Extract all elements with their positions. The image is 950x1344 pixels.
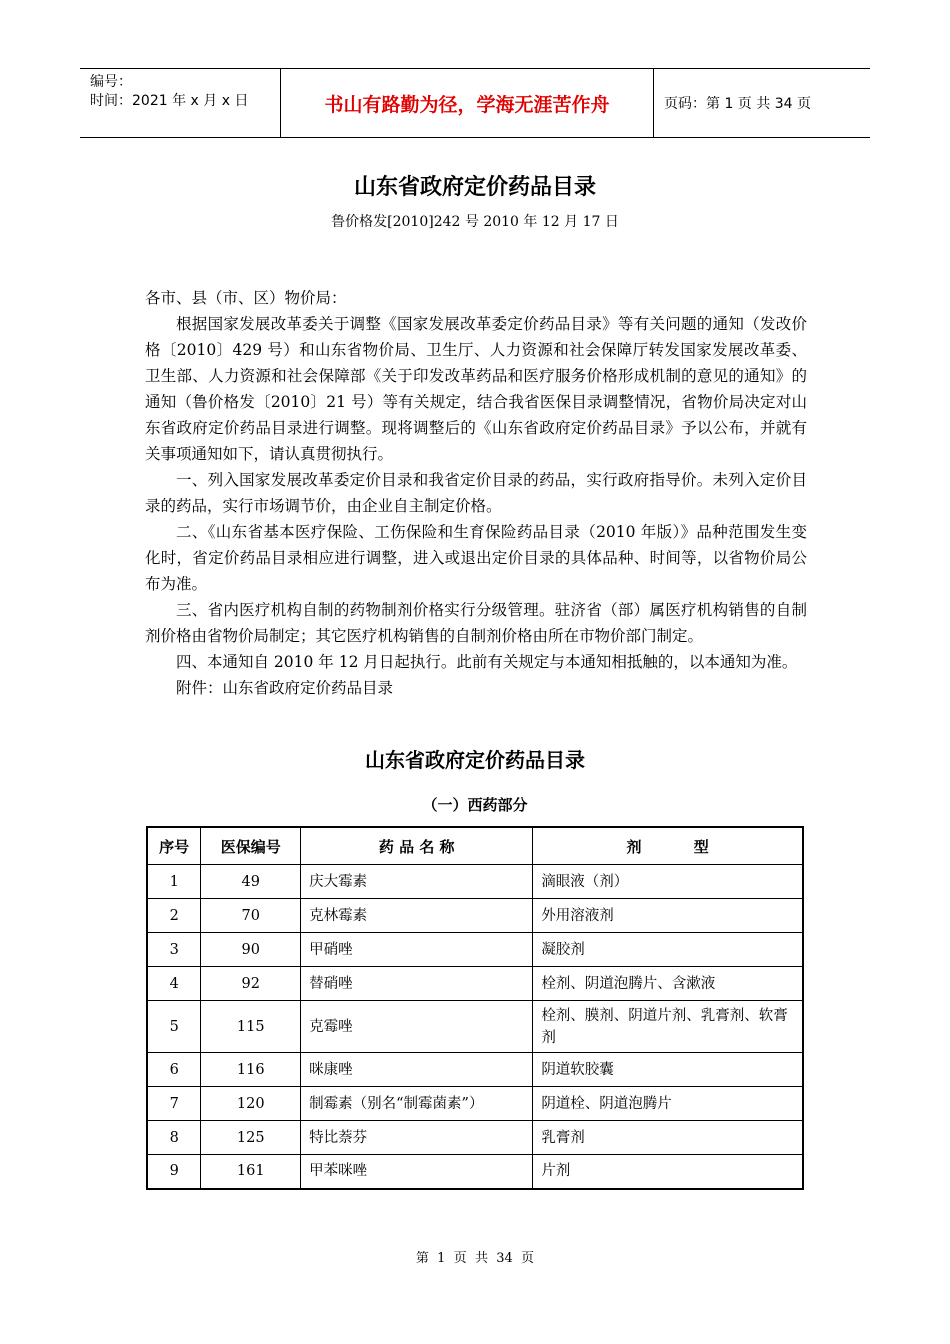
cell-index: 8: [147, 1121, 201, 1155]
table-row: [147, 967, 803, 1001]
cell-form: 外用溶液剂: [533, 899, 803, 933]
time-label: 时间：2021 年 x 月 x 日: [90, 93, 249, 109]
page-header: [80, 68, 870, 138]
cell-code: 161: [201, 1155, 301, 1189]
cell-index: 3: [147, 933, 201, 967]
cell-code: 49: [201, 865, 301, 899]
table-header-row: [147, 827, 803, 865]
catalog-section-title: （一）西药部分: [422, 796, 528, 814]
cell-name: 克霉唑: [301, 1001, 533, 1053]
page-footer: 第 1 页 共 34 页: [415, 1251, 535, 1266]
document-subtitle: 鲁价格发[2010]242 号 2010 年 12 月 17 日: [331, 214, 619, 230]
header-meta: [80, 69, 280, 137]
cell-form: 栓剂、膜剂、阴道片剂、乳膏剂、软膏剂: [533, 1001, 803, 1053]
cell-code: 92: [201, 967, 301, 1001]
attachment-line: 附件：山东省政府定价药品目录: [176, 679, 394, 697]
cell-index: 9: [147, 1155, 201, 1189]
cell-code: 116: [201, 1053, 301, 1087]
column-header-index: 序号: [147, 827, 201, 865]
table-row: [147, 899, 803, 933]
document-body: [145, 285, 807, 701]
table-row: [147, 1001, 803, 1053]
column-header-name: 药 品 名 称: [301, 827, 533, 865]
cell-index: 1: [147, 865, 201, 899]
cell-form: 片剂: [533, 1155, 803, 1189]
column-header-code: 医保编号: [201, 827, 301, 865]
table-row: [147, 1053, 803, 1087]
cell-index: 6: [147, 1053, 201, 1087]
paragraph: 根据国家发展改革委关于调整《国家发展改革委定价药品目录》等有关问题的通知（发改价格〔2010〕429 号）和山东省物价局、卫生厅、人力资源和社会保障厅转发国家发展改革委、卫生部、人力资源和社会保障部《关于印发改革药品和医疗服务价格形成机制的意见的通知》的通知（鲁价格发〔2010〕21 号）等有关规定，结合我省医保目录调整情况，省物价局决定对山东省政府定价药品目录进行调整。现将调整后的《山东省政府定价药品目录》予以公布，并就有关事项通知如下，请认真贯彻执行。: [145, 315, 807, 463]
cell-name: 特比萘芬: [301, 1121, 533, 1155]
cell-code: 70: [201, 899, 301, 933]
cell-form: 乳膏剂: [533, 1121, 803, 1155]
table-row: [147, 1087, 803, 1121]
cell-form: 凝胶剂: [533, 933, 803, 967]
cell-form: 阴道栓、阴道泡腾片: [533, 1087, 803, 1121]
cell-name: 克林霉素: [301, 899, 533, 933]
table-row: [147, 1155, 803, 1189]
cell-index: 2: [147, 899, 201, 933]
header-motto: 书山有路勤为径，学海无涯苦作舟: [280, 69, 654, 137]
cell-code: 120: [201, 1087, 301, 1121]
salutation: 各市、县（市、区）物价局：: [145, 289, 347, 307]
code-label: 编号：: [90, 74, 132, 90]
cell-name: 制霉素（别名“制霉菌素”）: [301, 1087, 533, 1121]
document-title: 山东省政府定价药品目录: [353, 175, 596, 200]
paragraph: 四、本通知自 2010 年 12 月日起执行。此前有关规定与本通知相抵触的，以本通知为准。: [176, 653, 798, 671]
table-row: [147, 1121, 803, 1155]
catalog-title: 山东省政府定价药品目录: [365, 748, 585, 772]
cell-index: 5: [147, 1001, 201, 1053]
drug-table: [146, 826, 804, 1190]
cell-name: 替硝唑: [301, 967, 533, 1001]
cell-index: 7: [147, 1087, 201, 1121]
column-header-form: 剂 型: [533, 827, 803, 865]
cell-name: 甲苯咪唑: [301, 1155, 533, 1189]
cell-name: 甲硝唑: [301, 933, 533, 967]
header-page-info: 页码：第 1 页 共 34 页: [664, 96, 811, 112]
cell-code: 90: [201, 933, 301, 967]
table-row: [147, 933, 803, 967]
cell-name: 庆大霉素: [301, 865, 533, 899]
cell-name: 咪康唑: [301, 1053, 533, 1087]
cell-code: 125: [201, 1121, 301, 1155]
paragraph: 一、列入国家发展改革委定价目录和我省定价目录的药品，实行政府指导价。未列入定价目录的药品，实行市场调节价，由企业自主制定价格。: [145, 471, 807, 515]
cell-code: 115: [201, 1001, 301, 1053]
cell-form: 栓剂、阴道泡腾片、含漱液: [533, 967, 803, 1001]
table-row: [147, 865, 803, 899]
cell-form: 滴眼液（剂）: [533, 865, 803, 899]
paragraph: 二、《山东省基本医疗保险、工伤保险和生育保险药品目录（2010 年版）》品种范围发生变化时，省定价药品目录相应进行调整，进入或退出定价目录的具体品种、时间等，以省物价局公布为准。: [145, 523, 807, 593]
cell-index: 4: [147, 967, 201, 1001]
paragraph: 三、省内医疗机构自制的药物制剂价格实行分级管理。驻济省（部）属医疗机构销售的自制剂价格由省物价局制定；其它医疗机构销售的自制剂价格由所在市物价部门制定。: [145, 601, 807, 645]
cell-form: 阴道软胶囊: [533, 1053, 803, 1087]
